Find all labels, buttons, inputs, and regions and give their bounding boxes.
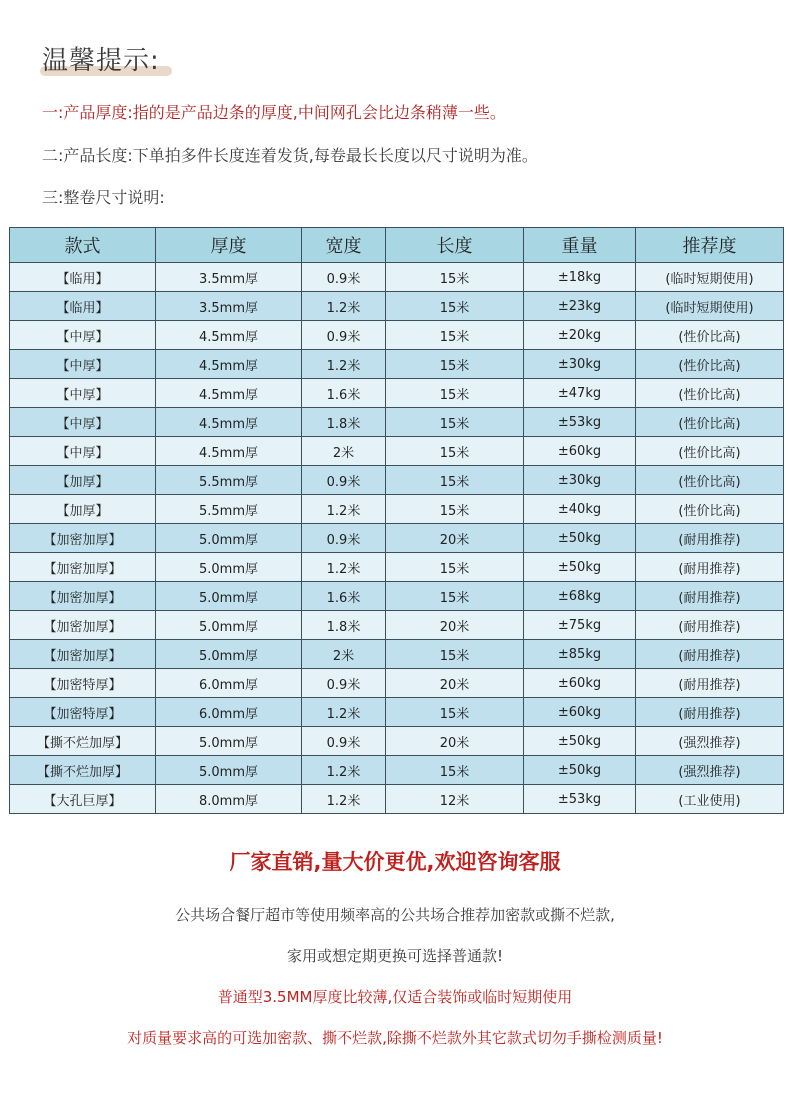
table-row [10,785,784,814]
cell-weight: ±20kg [524,321,636,350]
cell-length: 20米 [386,611,524,640]
cell-style: 【加密特厚】 [10,698,156,727]
cell-thickness: 5.0mm厚 [156,582,302,611]
cell-length: 15米 [386,582,524,611]
cell-width: 1.2米 [302,553,386,582]
cell-weight: ±23kg [524,292,636,321]
cell-length: 15米 [386,292,524,321]
cell-weight: ±47kg [524,379,636,408]
cell-length: 15米 [386,263,524,292]
header-length: 长度 [386,228,524,263]
cell-width: 2米 [302,640,386,669]
cell-thickness: 5.0mm厚 [156,611,302,640]
cell-style: 【加密加厚】 [10,582,156,611]
cell-style: 【中厚】 [10,350,156,379]
cell-recommendation: (临时短期使用) [636,292,784,321]
cell-weight: ±60kg [524,669,636,698]
cell-weight: ±50kg [524,524,636,553]
table-header-row [10,228,784,263]
cell-length: 20米 [386,727,524,756]
usage-note-standard: 普通型3.5MM厚度比较薄,仅适合装饰或临时短期使用 [217,988,573,1006]
cell-thickness: 5.0mm厚 [156,727,302,756]
table-row [10,582,784,611]
cell-style: 【加密特厚】 [10,669,156,698]
cell-width: 0.9米 [302,524,386,553]
cell-recommendation: (临时短期使用) [636,263,784,292]
cell-width: 1.2米 [302,292,386,321]
cell-length: 15米 [386,379,524,408]
cell-weight: ±18kg [524,263,636,292]
cell-style: 【加密加厚】 [10,611,156,640]
cell-style: 【加厚】 [10,495,156,524]
header-weight: 重量 [524,228,636,263]
cell-width: 0.9米 [302,321,386,350]
header-style: 款式 [10,228,156,263]
cell-length: 15米 [386,756,524,785]
table-row [10,669,784,698]
cell-thickness: 5.0mm厚 [156,640,302,669]
table-row [10,756,784,785]
cell-length: 15米 [386,408,524,437]
table-row [10,350,784,379]
cell-style: 【加厚】 [10,466,156,495]
cell-length: 15米 [386,466,524,495]
title-block [42,40,160,80]
usage-note-home: 家用或想定期更换可选择普通款! [286,947,503,965]
cell-thickness: 5.5mm厚 [156,466,302,495]
cell-weight: ±60kg [524,437,636,466]
cell-thickness: 6.0mm厚 [156,669,302,698]
cell-thickness: 5.0mm厚 [156,524,302,553]
cell-recommendation: (性价比高) [636,495,784,524]
table-row [10,727,784,756]
cell-thickness: 4.5mm厚 [156,379,302,408]
cell-weight: ±53kg [524,785,636,814]
cell-width: 1.2米 [302,785,386,814]
cell-thickness: 4.5mm厚 [156,350,302,379]
cell-length: 15米 [386,495,524,524]
cell-style: 【加密加厚】 [10,524,156,553]
cell-weight: ±75kg [524,611,636,640]
note-thickness: 一:产品厚度:指的是产品边条的厚度,中间网孔会比边条稍薄一些。 [42,103,506,122]
usage-note-quality: 对质量要求高的可选加密款、撕不烂款,除撕不烂款外其它款式切勿手撕检测质量! [127,1029,663,1047]
cell-weight: ±85kg [524,640,636,669]
table-row [10,611,784,640]
page-title: 温馨提示: [42,46,160,76]
cell-recommendation: (强烈推荐) [636,727,784,756]
cell-width: 0.9米 [302,466,386,495]
cell-weight: ±60kg [524,698,636,727]
cell-length: 20米 [386,669,524,698]
cell-length: 15米 [386,640,524,669]
table-row [10,263,784,292]
cell-length: 15米 [386,698,524,727]
cell-length: 12米 [386,785,524,814]
cell-style: 【中厚】 [10,379,156,408]
cell-weight: ±50kg [524,756,636,785]
table-row [10,466,784,495]
cell-style: 【加密加厚】 [10,553,156,582]
table-row [10,640,784,669]
cell-recommendation: (耐用推荐) [636,698,784,727]
cell-style: 【中厚】 [10,321,156,350]
header-thickness: 厚度 [156,228,302,263]
header-width: 宽度 [302,228,386,263]
cell-thickness: 5.0mm厚 [156,553,302,582]
cell-style: 【中厚】 [10,408,156,437]
cell-width: 0.9米 [302,727,386,756]
cell-weight: ±50kg [524,727,636,756]
cell-weight: ±30kg [524,466,636,495]
cell-weight: ±50kg [524,553,636,582]
table-row [10,321,784,350]
cell-weight: ±53kg [524,408,636,437]
cell-weight: ±40kg [524,495,636,524]
cell-recommendation: (性价比高) [636,379,784,408]
cell-width: 1.8米 [302,611,386,640]
cell-length: 15米 [386,350,524,379]
cell-style: 【加密加厚】 [10,640,156,669]
cell-style: 【撕不烂加厚】 [10,727,156,756]
table-row [10,524,784,553]
promo-heading: 厂家直销,量大价更优,欢迎咨询客服 [229,850,561,874]
cell-thickness: 3.5mm厚 [156,263,302,292]
cell-style: 【临用】 [10,263,156,292]
size-spec-table [9,227,784,814]
cell-recommendation: (工业使用) [636,785,784,814]
cell-width: 1.2米 [302,756,386,785]
table-row [10,698,784,727]
table-row [10,292,784,321]
cell-width: 0.9米 [302,263,386,292]
cell-recommendation: (耐用推荐) [636,524,784,553]
cell-weight: ±30kg [524,350,636,379]
cell-recommendation: (强烈推荐) [636,756,784,785]
cell-thickness: 4.5mm厚 [156,408,302,437]
cell-thickness: 4.5mm厚 [156,321,302,350]
cell-recommendation: (耐用推荐) [636,611,784,640]
cell-weight: ±68kg [524,582,636,611]
cell-recommendation: (性价比高) [636,321,784,350]
cell-thickness: 8.0mm厚 [156,785,302,814]
cell-width: 1.2米 [302,495,386,524]
cell-thickness: 3.5mm厚 [156,292,302,321]
cell-recommendation: (性价比高) [636,350,784,379]
cell-style: 【大孔巨厚】 [10,785,156,814]
cell-recommendation: (耐用推荐) [636,553,784,582]
cell-recommendation: (性价比高) [636,437,784,466]
note-length: 二:产品长度:下单拍多件长度连着发货,每卷最长长度以尺寸说明为准。 [42,146,538,165]
cell-width: 1.6米 [302,582,386,611]
cell-recommendation: (性价比高) [636,408,784,437]
cell-style: 【撕不烂加厚】 [10,756,156,785]
cell-style: 【中厚】 [10,437,156,466]
table-row [10,437,784,466]
usage-note-public: 公共场合餐厅超市等使用频率高的公共场合推荐加密款或撕不烂款, [175,906,615,924]
cell-recommendation: (耐用推荐) [636,582,784,611]
note-size-intro: 三:整卷尺寸说明: [42,188,165,207]
cell-recommendation: (耐用推荐) [636,669,784,698]
cell-recommendation: (性价比高) [636,466,784,495]
cell-width: 2米 [302,437,386,466]
table-row [10,408,784,437]
cell-width: 0.9米 [302,669,386,698]
cell-width: 1.2米 [302,698,386,727]
cell-thickness: 4.5mm厚 [156,437,302,466]
table-row [10,495,784,524]
cell-length: 20米 [386,524,524,553]
cell-width: 1.2米 [302,350,386,379]
cell-thickness: 5.0mm厚 [156,756,302,785]
cell-length: 15米 [386,437,524,466]
cell-recommendation: (耐用推荐) [636,640,784,669]
cell-thickness: 6.0mm厚 [156,698,302,727]
header-recommendation: 推荐度 [636,228,784,263]
cell-length: 15米 [386,553,524,582]
table-row [10,379,784,408]
table-row [10,553,784,582]
cell-width: 1.8米 [302,408,386,437]
cell-thickness: 5.5mm厚 [156,495,302,524]
cell-width: 1.6米 [302,379,386,408]
cell-length: 15米 [386,321,524,350]
cell-style: 【临用】 [10,292,156,321]
